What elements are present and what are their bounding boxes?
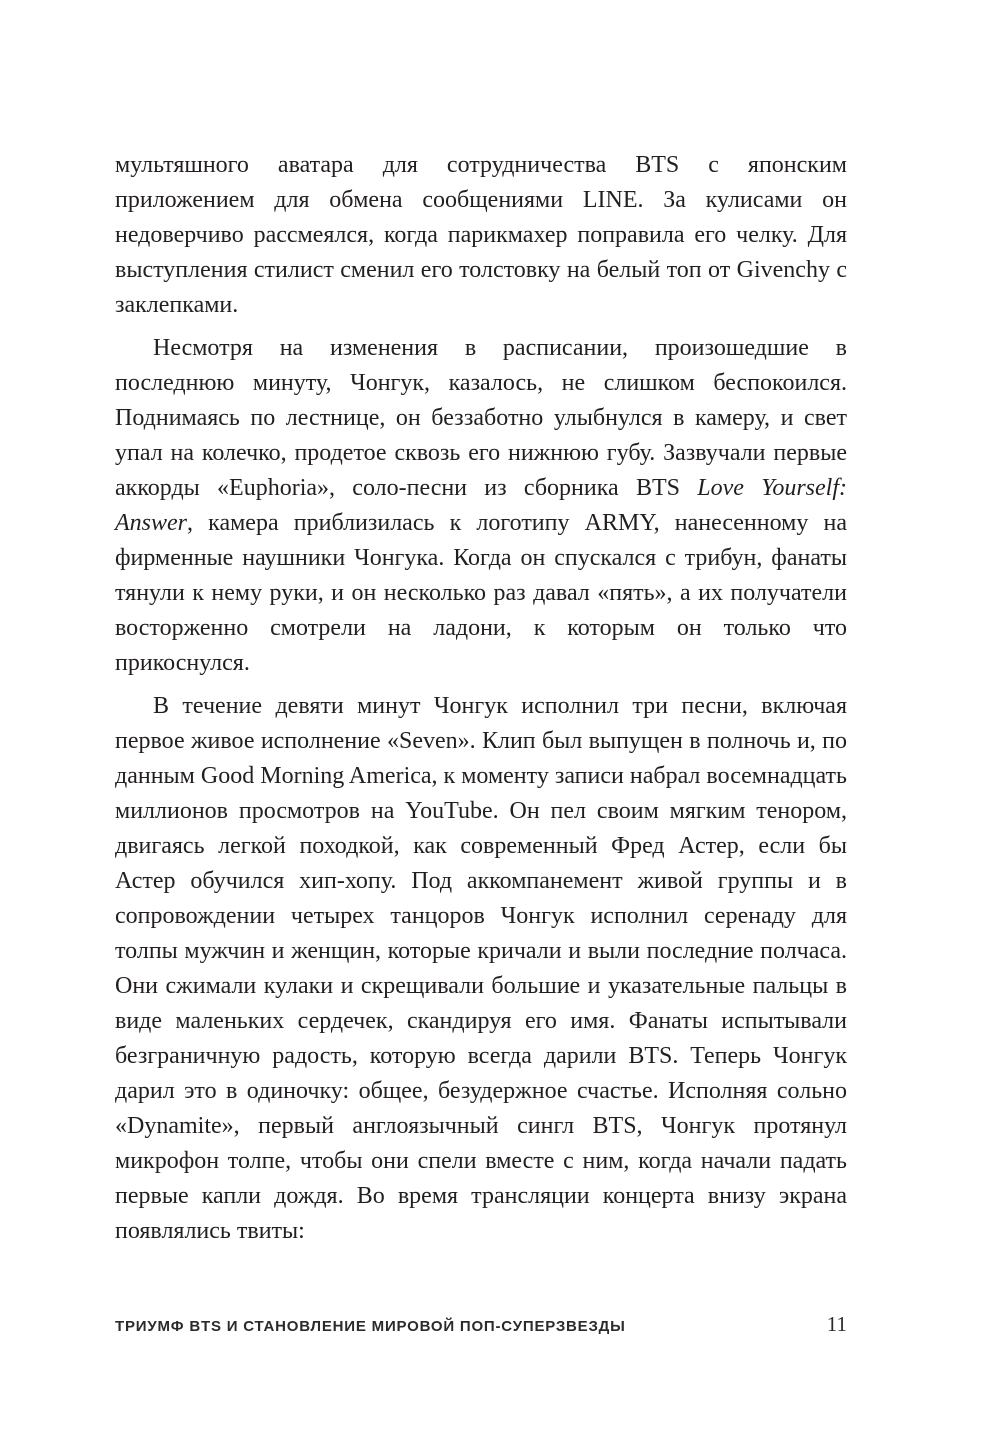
running-title: ТРИУМФ BTS И СТАНОВЛЕНИЕ МИРОВОЙ ПОП-СУПЕРЗВЕЗДЫ bbox=[115, 1318, 626, 1335]
paragraph-3 bbox=[115, 689, 847, 1249]
body-text: В течение девяти минут Чонгук исполнил три песни, включая первое живое исполнение «Seven». Клип был выпущен в полночь и, по данным Good Morning America, к моменту записи набрал восемнадцать миллионов просмотров на YouTube. Он пел своим мягким тенором, двигаясь легкой походкой, как современный Фред Астер, если бы Астер обучился хип-хопу. Под аккомпанемент живой группы и в сопровождении четырех танцоров Чонгук исполнил серенаду для толпы мужчин и женщин, которые кричали и выли последние полчаса. Они сжимали кулаки и скрещивали большие и указательные пальцы в виде маленьких сердечек, скандируя его имя. Фанаты испытывали безграничную радость, которую всегда дарили BTS. Теперь Чонгук дарил это в одиночку: общее, безудержное счастье. Исполняя сольно «Dynamite», первый англоязычный сингл BTS, Чонгук протянул микрофон толпе, чтобы они спели вместе с ним, когда начали падать первые капли дождя. Во время трансляции концерта внизу экрана появлялись твиты: bbox=[115, 693, 847, 1244]
paragraph-1 bbox=[115, 148, 847, 323]
paragraph-2 bbox=[115, 331, 847, 681]
page-number: 11 bbox=[826, 1312, 847, 1336]
text-block bbox=[115, 148, 847, 1257]
body-text: , камера приблизилась к логотипу ARMY, нанесенному на фирменные наушники Чонгука. Когда он спускался с трибун, фанаты тянули к нему руки, и он несколько раз давал «пять», а их получатели восторженно смотрели на ладони, к которым он только что прикоснулся. bbox=[115, 510, 847, 676]
body-text: Несмотря на изменения в расписании, произошедшие в последнюю минуту, Чонгук, казалось, не слишком беспокоился. Поднимаясь по лестнице, он беззаботно улыбнулся в камеру, и свет упал на колечко, продетое сквозь его нижнюю губу. Зазвучали первые аккорды «Euphoria», соло-песни из сборника BTS bbox=[115, 335, 847, 501]
italic-text: Love Yourself: Answer bbox=[115, 475, 847, 536]
page-footer bbox=[115, 1312, 847, 1337]
body-text: мультяшного аватара для сотрудничества BTS с японским приложением для обмена сообщениями LINE. За кулисами он недоверчиво рассмеялся, когда парикмахер поправила его челку. Для выступления стилист сменил его толстовку на белый топ от Givenchy с заклепками. bbox=[115, 152, 847, 318]
